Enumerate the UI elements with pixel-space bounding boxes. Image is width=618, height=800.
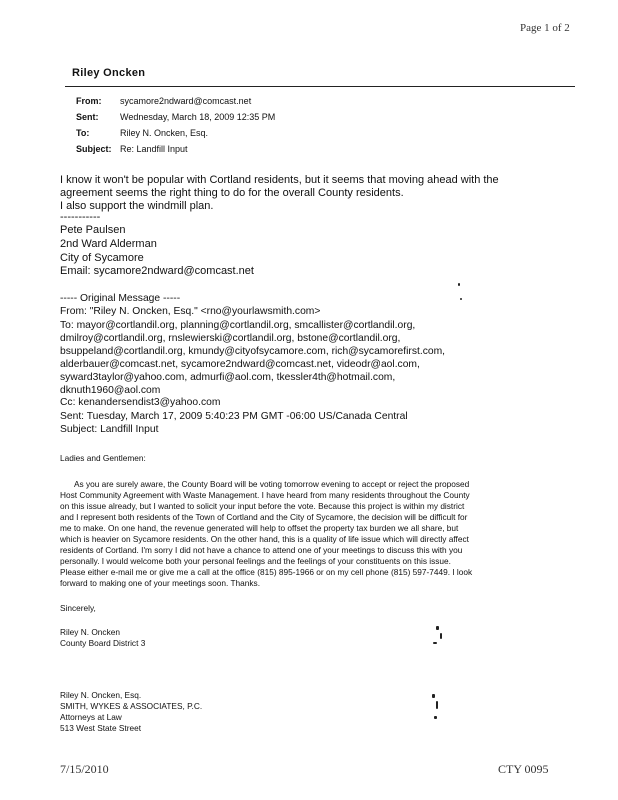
signature-title: 2nd Ward Alderman bbox=[60, 238, 157, 250]
signature-block-firm: SMITH, WYKES & ASSOCIATES, P.C. bbox=[60, 701, 203, 711]
original-subject: Subject: Landfill Input bbox=[60, 424, 159, 435]
letter-closing: Sincerely, bbox=[60, 603, 96, 613]
original-to-line: dmilroy@cortlandil.org, rnslewierski@cortlandil.org, bstone@cortlandil.org, bbox=[60, 333, 401, 344]
original-to-line: bsuppeland@cortlandil.org, kmundy@cityofsycamore.com, rich@sycamorefirst.com, bbox=[60, 346, 446, 357]
letter-line: and I represent both residents of the Town of Cortland and the City of Sycamore, the decision will be difficult for bbox=[60, 512, 468, 522]
from-label: From: bbox=[76, 96, 102, 106]
signature-block-address: 513 West State Street bbox=[60, 723, 142, 733]
letter-line: on this issue already, but I wanted to solicit your input before the vote. Because this project is within my district bbox=[60, 501, 465, 511]
footer-document-id: CTY 0095 bbox=[498, 762, 549, 776]
header-rule bbox=[65, 86, 575, 87]
letter-line: residents of Cortland. I'm sorry I did not have a chance to attend one of your meetings to discuss this with you bbox=[60, 545, 463, 555]
reply-line: agreement seems the right thing to do for the overall County residents. bbox=[60, 187, 404, 199]
original-header: ----- Original Message ----- bbox=[60, 293, 181, 304]
reply-line: I also support the windmill plan. bbox=[60, 200, 214, 212]
original-from: From: "Riley N. Oncken, Esq." <rno@yourlawsmith.com> bbox=[60, 306, 321, 317]
letter-signature-name: Riley N. Oncken bbox=[60, 627, 120, 637]
letter-line: Host Community Agreement with Waste Management. I have heard from many residents throughout the County bbox=[60, 490, 470, 500]
original-to-line: dknuth1960@aol.com bbox=[60, 385, 161, 396]
signature-city: City of Sycamore bbox=[60, 252, 144, 264]
subject-value: Re: Landfill Input bbox=[120, 144, 188, 154]
signature-email: Email: sycamore2ndward@comcast.net bbox=[60, 265, 254, 277]
signature-name: Pete Paulsen bbox=[60, 224, 126, 236]
reply-line: I know it won't be popular with Cortland residents, but it seems that moving ahead with the bbox=[60, 174, 499, 186]
sent-value: Wednesday, March 18, 2009 12:35 PM bbox=[120, 112, 276, 122]
separator: ----------- bbox=[60, 211, 101, 223]
original-cc: Cc: kenandersendist3@yahoo.com bbox=[60, 397, 221, 408]
original-to-line: To: mayor@cortlandil.org, planning@cortlandil.org, smcallister@cortlandil.org, bbox=[60, 320, 416, 331]
original-to-line: alderbauer@comcast.net, sycamore2ndward@comcast.net, videodr@aol.com, bbox=[60, 359, 420, 370]
from-value: sycamore2ndward@comcast.net bbox=[120, 96, 252, 106]
page-number: Page 1 of 2 bbox=[520, 22, 570, 34]
signature-block-name: Riley N. Oncken, Esq. bbox=[60, 690, 142, 700]
letter-greeting: Ladies and Gentlemen: bbox=[60, 453, 146, 463]
to-value: Riley N. Oncken, Esq. bbox=[120, 128, 209, 138]
letter-line: As you are surely aware, the County Board will be voting tomorrow evening to accept or reject the proposed bbox=[74, 479, 470, 489]
letter-line: which is heavier on Sycamore residents. On the other hand, this is a quality of life issue which will directly affect bbox=[60, 534, 469, 544]
letter-line: me to make. On one hand, the revenue generated will help to offset the property tax burden we all share, but bbox=[60, 523, 459, 533]
footer-date: 7/15/2010 bbox=[60, 762, 109, 776]
letter-signature-title: County Board District 3 bbox=[60, 638, 146, 648]
signature-block-role: Attorneys at Law bbox=[60, 712, 122, 722]
original-to-line: syward3taylor@yahoo.com, admurfi@aol.com, tkessler4th@hotmail.com, bbox=[60, 372, 396, 383]
letter-line: Please either e-mail me or give me a call at the office (815) 895-1966 or on my cell phone (815) 597-7449. I look bbox=[60, 567, 473, 577]
subject-label: Subject: bbox=[76, 144, 112, 154]
letter-line: forward to making one of your meetings soon. Thanks. bbox=[60, 578, 261, 588]
sender-name: Riley Oncken bbox=[72, 67, 146, 79]
sent-label: Sent: bbox=[76, 112, 99, 122]
letter-line: personally. I would welcome both your personal feelings and the feelings of your constituents on this issue. bbox=[60, 556, 451, 566]
to-label: To: bbox=[76, 128, 90, 138]
original-sent: Sent: Tuesday, March 17, 2009 5:40:23 PM GMT -06:00 US/Canada Central bbox=[60, 411, 408, 422]
